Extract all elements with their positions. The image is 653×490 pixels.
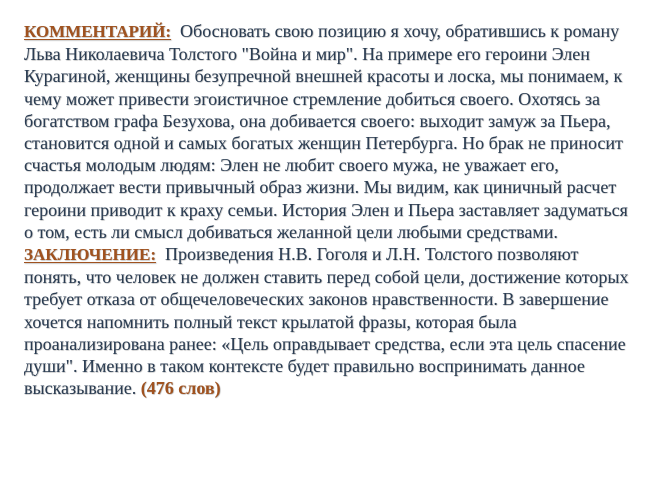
comment-heading: КОММЕНТАРИЙ: (24, 22, 172, 41)
comment-text: Обосновать свою позицию я хочу, обратившись к роману Льва Николаевича Толстого "Война и мир". На примере его героини Элен Курагиной, женщины безупречной внешней красоты и лоска, мы понимаем, к чему может привести эгоистичное стремление добиться своего. Охотясь за богатством графа Безухова, она добивается своего: выходит замуж за Пьера, становится одной и самых богатых женщин Петербурга. Но брак не приносит счастья молодым людям: Элен не любит своего мужа, не уважает его, продолжает вести привычный образ жизни. Мы видим, как циничный расчет героини приводит к краху семьи. История Элен и Пьера заставляет задуматься о том, есть ли смысл добиваться желанной цели любыми средствами. (24, 21, 628, 242)
comment-paragraph (24, 20, 630, 243)
conclusion-paragraph (24, 243, 630, 399)
essay-text-block (24, 20, 630, 399)
word-count: (476 слов) (140, 378, 221, 399)
conclusion-text: Произведения Н.В. Гоголя и Л.Н. Толстого позволяют понять, что человек не должен ставить перед собой цели, достижение которых требует отказа от общечеловеческих законов нравственности. В завершение хочется напомнить полный текст крылатой фразы, которая была проанализирована ранее: «Цель оправдывает средства, если эта цель спасение души". Именно в таком контексте будет правильно воспринимать данное высказывание. (24, 244, 629, 399)
conclusion-heading: ЗАКЛЮЧЕНИЕ: (24, 245, 156, 265)
